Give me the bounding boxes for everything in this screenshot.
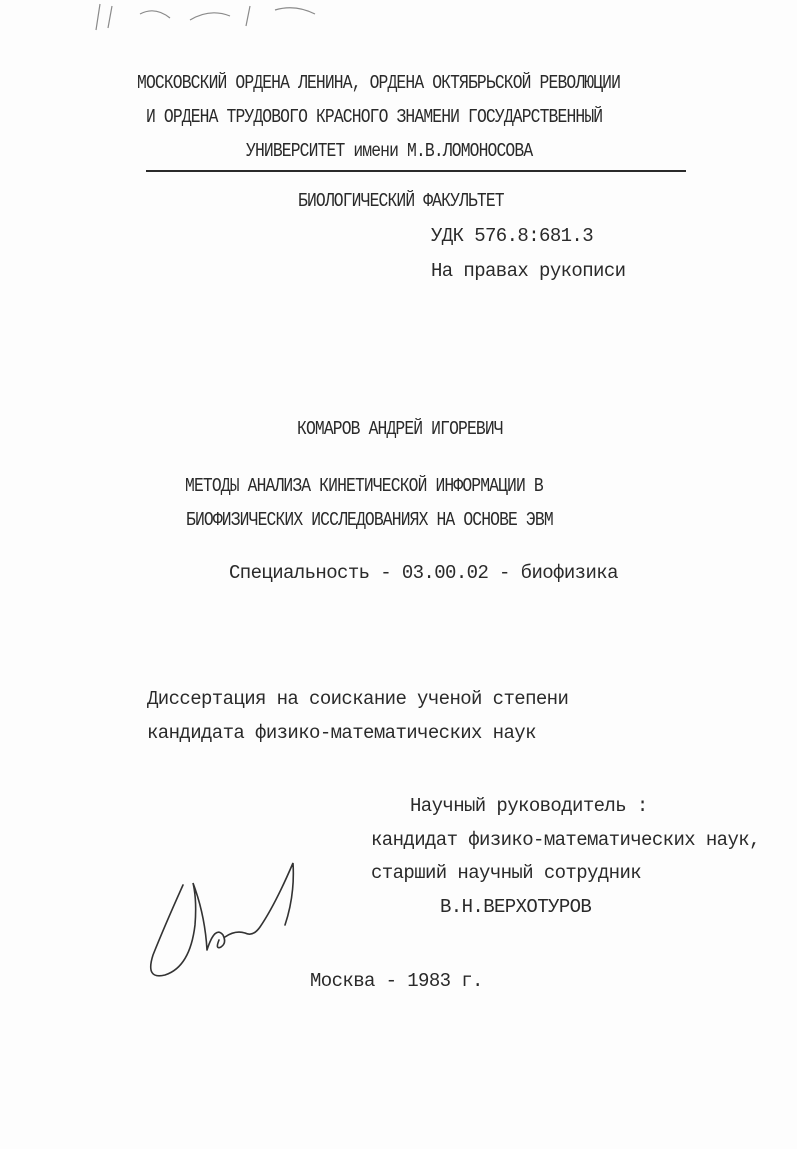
supervisor-position: старший научный сотрудник: [371, 862, 642, 884]
dissertation-line-2: кандидата физико-математических наук: [147, 722, 536, 744]
supervisor-label: Научный руководитель :: [410, 795, 648, 817]
faculty-name: БИОЛОГИЧЕСКИЙ ФАКУЛЬТЕТ: [298, 190, 504, 212]
thesis-title-line-1: МЕТОДЫ АНАЛИЗА КИНЕТИЧЕСКОЙ ИНФОРМАЦИИ В: [185, 475, 543, 497]
header-line-1: МОСКОВСКИЙ ОРДЕНА ЛЕНИНА, ОРДЕНА ОКТЯБРЬСКОЙ РЕВОЛЮЦИИ: [137, 72, 621, 94]
manuscript-rights: На правах рукописи: [431, 260, 626, 282]
place-and-year: Москва - 1983 г.: [310, 970, 483, 992]
handwritten-marks-top: [60, 0, 340, 40]
handwritten-signature: [135, 855, 305, 995]
thesis-title-line-2: БИОФИЗИЧЕСКИХ ИССЛЕДОВАНИЯХ НА ОСНОВЕ ЭВМ: [186, 509, 553, 531]
header-line-3: УНИВЕРСИТЕТ имени М.В.ЛОМОНОСОВА: [246, 140, 533, 162]
supervisor-degree: кандидат физико-математических наук,: [371, 829, 760, 851]
header-divider: [146, 170, 686, 172]
dissertation-line-1: Диссертация на соискание ученой степени: [147, 688, 569, 710]
udk-code: УДК 576.8:681.3: [431, 225, 594, 247]
supervisor-name: В.Н.ВЕРХОТУРОВ: [440, 896, 592, 918]
header-line-2: И ОРДЕНА ТРУДОВОГО КРАСНОГО ЗНАМЕНИ ГОСУДАРСТВЕННЫЙ: [146, 106, 603, 128]
speciality: Специальность - 03.00.02 - биофизика: [229, 562, 618, 584]
author-name: КОМАРОВ АНДРЕЙ ИГОРЕВИЧ: [297, 418, 503, 440]
